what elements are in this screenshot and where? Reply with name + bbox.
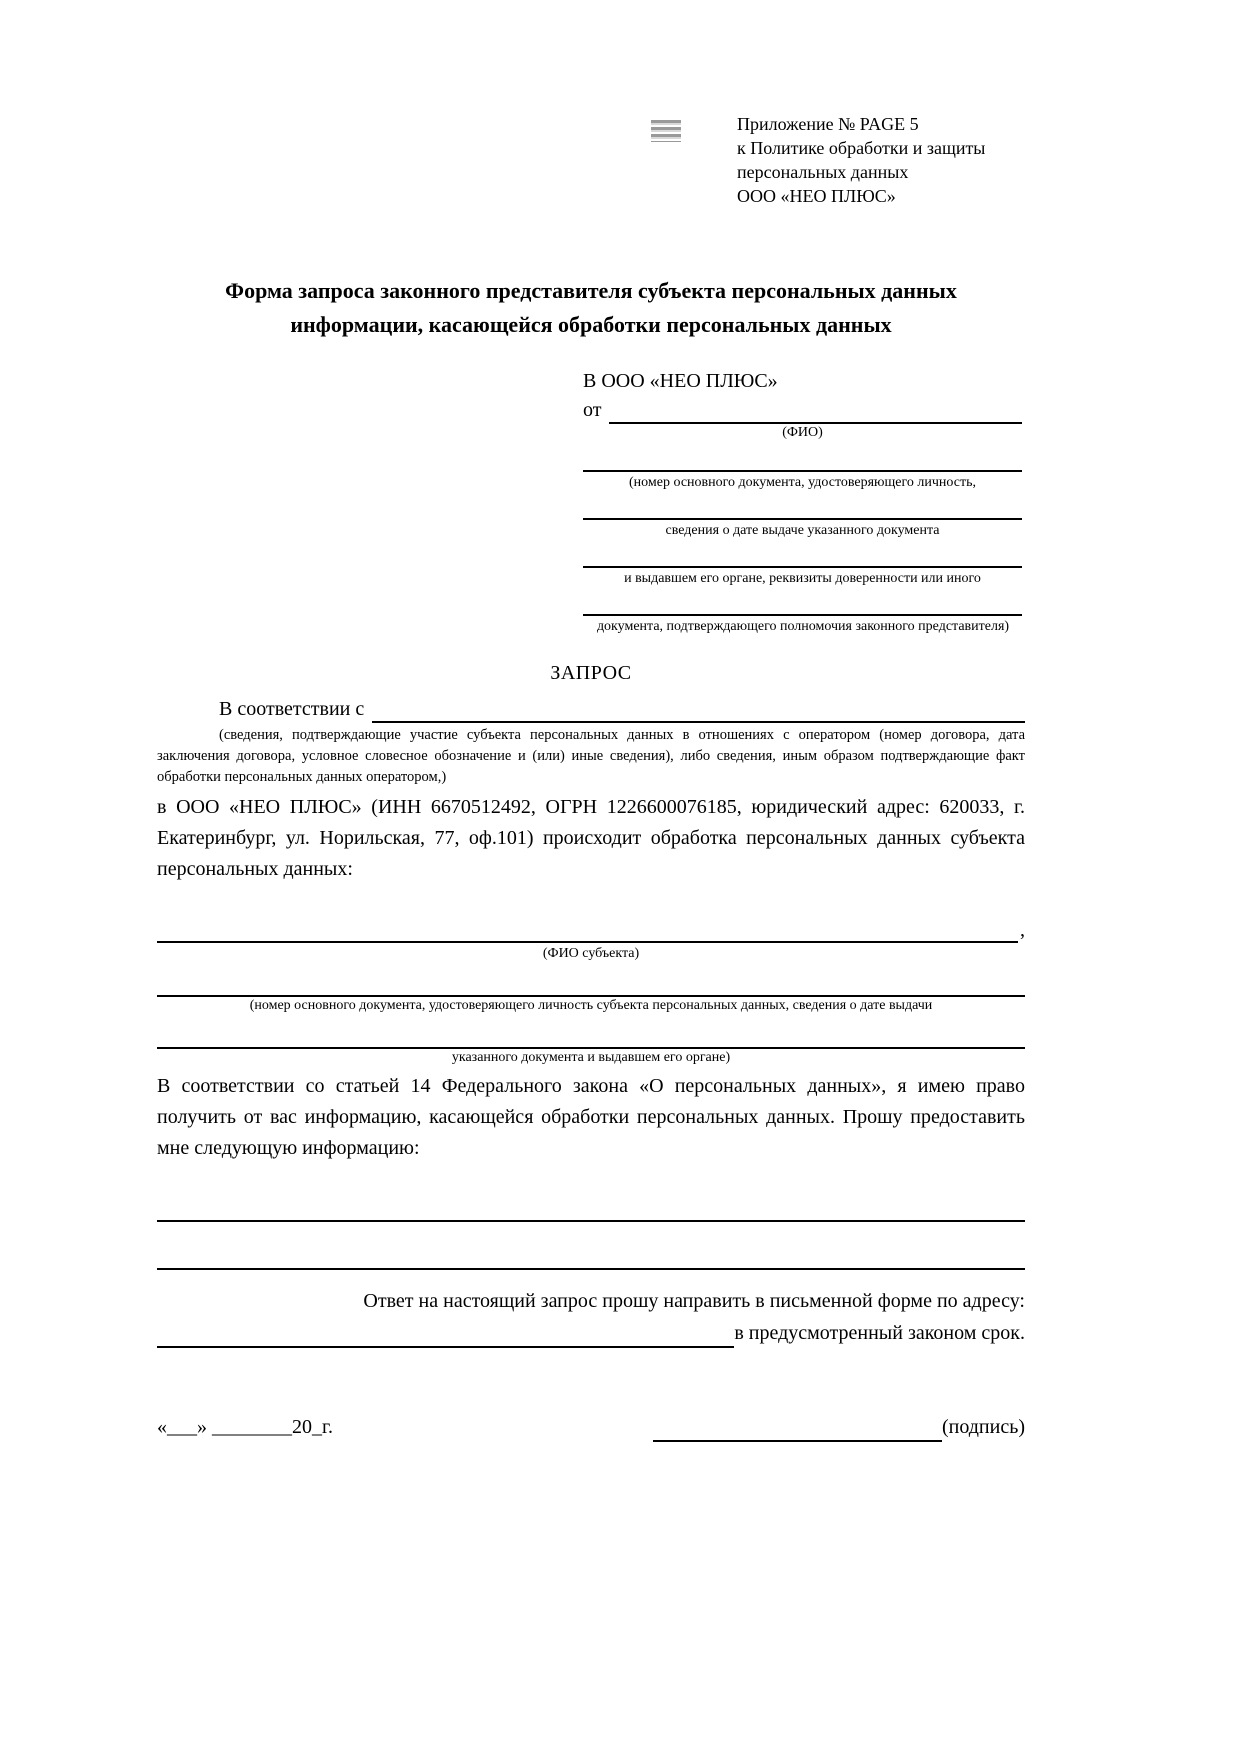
signature-field — [653, 1412, 1025, 1442]
appendix-block — [737, 112, 985, 208]
document-title-line2: информации, касающейся обработки персональных данных — [290, 312, 892, 337]
reply-address-fill-line — [157, 1322, 734, 1348]
page-header — [157, 112, 1025, 216]
date-signature-row — [157, 1412, 1025, 1442]
from-fill-line — [609, 398, 1022, 424]
fio-caption: (ФИО) — [782, 425, 823, 440]
subject-fio-caption: (ФИО субъекта) — [542, 946, 640, 961]
subject-document-caption2: указанного документа и выдавшем его органе) — [451, 1050, 731, 1065]
fill-line — [583, 456, 1022, 472]
fill-line — [583, 504, 1022, 520]
from-label: от — [583, 399, 602, 421]
in-accordance-fill-line — [372, 697, 1025, 723]
signature-fill-line — [653, 1414, 942, 1442]
fill-line — [157, 1033, 1025, 1049]
date-blank-line: «___» ________20_г. — [157, 1416, 333, 1438]
field-caption: и выдавшем его органе, реквизиты доверенности или иного — [624, 571, 981, 586]
subject-document-caption: (номер основного документа, удостоверяющего личность субъекта персональных данных, сведения о дате выдачи — [249, 998, 933, 1013]
fill-line — [157, 981, 1025, 997]
fill-line — [583, 552, 1022, 568]
law-article-paragraph: В соответствии со статьей 14 Федерального закона «О персональных данных», я имею право получить от вас информацию, касающейся обработки персональных данных. Прошу предоставить мне следующую информацию: — [157, 1075, 1025, 1159]
reply-deadline-text: в предусмотренный законом срок. — [734, 1322, 1025, 1344]
field-caption: документа, подтверждающего полномочия законного представителя) — [596, 619, 1010, 634]
fill-line — [583, 600, 1022, 616]
field-caption: (номер основного документа, удостоверяющего личность, — [629, 475, 976, 490]
appendix-line: ООО «НЕО ПЛЮС» — [737, 186, 896, 206]
requested-info-fill-line — [157, 1206, 1025, 1222]
in-accordance-row — [157, 695, 1025, 723]
authority-document-field-row — [583, 600, 1022, 636]
from-field-row — [583, 396, 1022, 424]
signature-caption: (подпись) — [941, 1416, 1025, 1438]
stripes-icon — [651, 120, 681, 142]
issuing-authority-field-row — [583, 552, 1022, 588]
subject-document-field-row2 — [157, 1033, 1025, 1067]
addressee-block — [583, 366, 1022, 636]
request-heading: ЗАПРОС — [550, 662, 632, 684]
field-caption: сведения о дате выдаче указанного документа — [665, 523, 940, 538]
operator-paragraph: в ООО «НЕО ПЛЮС» (ИНН 6670512492, ОГРН 1226600076185, юридический адрес: 620033, г. Екатеринбург, ул. Норильская, 77, оф.101) происходит обработка персональных данных субъекта персональных данных: — [157, 796, 1025, 880]
accordance-explanatory-note: (сведения, подтверждающие участие субъекта персональных данных в отношениях с оператором (номер договора, дата заключения договора, условное словесное обозначение и (или) иные сведения), либо сведения, иным образом подтверждающие факт обработки персональных данных оператором,) — [157, 727, 1025, 785]
addressee-organization: В ООО «НЕО ПЛЮС» — [583, 370, 778, 392]
issue-date-field-row — [583, 504, 1022, 540]
document-number-field-row — [583, 456, 1022, 492]
appendix-line: персональных данных — [737, 162, 909, 182]
requested-info-fill-line — [157, 1254, 1025, 1270]
subject-fio-fill-line — [157, 917, 1018, 943]
reply-address-sentence: Ответ на настоящий запрос прошу направить в письменной форме по адресу: — [363, 1290, 1025, 1312]
document-title-line1: Форма запроса законного представителя субъекта персональных данных — [225, 278, 957, 303]
appendix-line: Приложение № PAGE 5 — [737, 114, 919, 134]
subject-fio-field-row — [157, 917, 1025, 943]
document-title — [157, 274, 1025, 342]
subject-document-field-row — [157, 981, 1025, 1015]
appendix-line: к Политике обработки и защиты — [737, 138, 986, 158]
in-accordance-label: В соответствии с — [219, 698, 365, 720]
subject-line-comma: , — [1020, 919, 1025, 941]
reply-address-field-row — [157, 1318, 1025, 1348]
